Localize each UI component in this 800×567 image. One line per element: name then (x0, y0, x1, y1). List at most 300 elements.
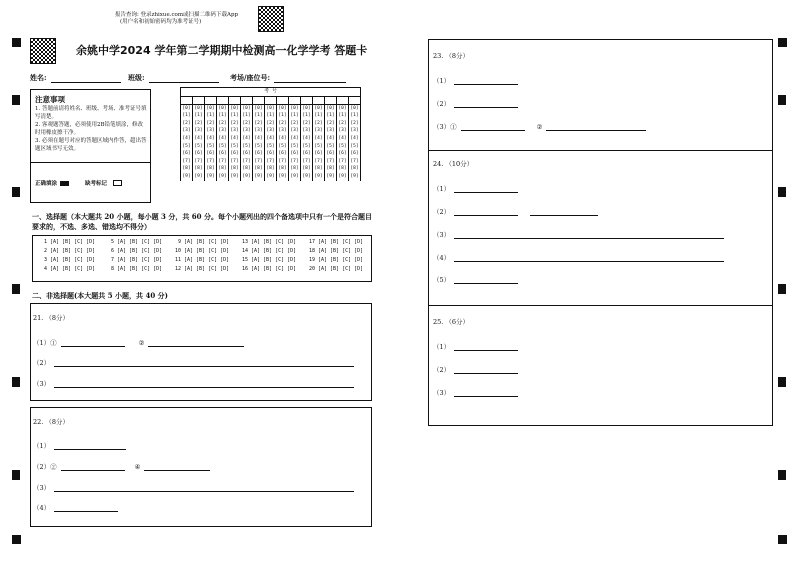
exam-number-bubble[interactable]: [8] (230, 166, 239, 172)
exam-number-bubble[interactable]: [2] (206, 120, 215, 126)
q22-blank-3-label: （3） (33, 484, 51, 492)
choice-question-number: 10 (174, 248, 181, 254)
exam-number-bubble[interactable]: [3] (230, 128, 239, 134)
choice-options[interactable]: [A] [B] [C] [D] (251, 257, 297, 263)
q22-blank-2b-label: ④ (134, 463, 141, 471)
exam-number-bubble[interactable]: [9] (182, 173, 191, 179)
q25-blank-2-label: （2） (433, 366, 451, 374)
exam-number-bubble[interactable]: [7] (350, 158, 359, 164)
exam-number-write-cell[interactable] (325, 96, 337, 104)
q25-blank-2[interactable] (433, 362, 518, 374)
choice-question-row[interactable] (38, 256, 105, 265)
choice-question-row[interactable] (172, 238, 239, 247)
exam-number-bubble[interactable]: [2] (254, 120, 263, 126)
choice-options[interactable]: [A] [B] [C] [D] (251, 239, 297, 245)
exam-number-write-cell[interactable] (253, 96, 265, 104)
exam-number-bubble[interactable]: [6] (194, 151, 203, 157)
choice-question-row[interactable] (239, 256, 306, 265)
exam-number-bubble[interactable]: [5] (230, 143, 239, 149)
exam-number-write-cell[interactable] (337, 96, 349, 104)
choice-options[interactable]: [A] [B] [C] [D] (50, 266, 96, 272)
exam-number-bubble[interactable]: [0] (182, 105, 191, 111)
exam-number-bubble[interactable]: [2] (218, 120, 227, 126)
choice-question-number: 12 (174, 266, 181, 272)
q22-title: 22. （8分） (33, 418, 70, 426)
q22-blank-3[interactable] (33, 480, 354, 492)
exam-number-write-cell[interactable] (265, 96, 277, 104)
exam-number-bubble[interactable]: [4] (254, 135, 263, 141)
exam-number-bubble[interactable]: [2] (314, 120, 323, 126)
exam-number-bubble[interactable]: [4] (350, 135, 359, 141)
q22-blank-4[interactable] (33, 500, 118, 512)
q22-blank-2-label: （2）② (33, 463, 57, 471)
choice-question-row[interactable] (172, 256, 239, 265)
choice-question-row[interactable] (38, 238, 105, 247)
exam-number-bubble[interactable]: [9] (230, 173, 239, 179)
q23-blank-3-label: （3）① (433, 123, 457, 131)
choice-question-number: 6 (110, 248, 114, 254)
exam-number-bubble[interactable]: [9] (218, 173, 227, 179)
q23-blank-1-label: （1） (433, 77, 451, 85)
timing-mark (12, 535, 21, 544)
q22-blank-2[interactable] (33, 459, 210, 471)
exam-number-bubble[interactable]: [3] (338, 128, 347, 134)
exam-number-bubble[interactable]: [7] (278, 158, 287, 164)
q21-blank-3[interactable] (33, 376, 354, 388)
exam-number-bubble[interactable]: [4] (290, 135, 299, 141)
exam-number-bubble[interactable]: [5] (278, 143, 287, 149)
exam-number-bubble[interactable]: [0] (314, 105, 323, 111)
choice-question-row[interactable] (105, 247, 172, 256)
choice-question-row[interactable] (306, 256, 373, 265)
exam-number-bubble[interactable]: [7] (266, 158, 275, 164)
q21-blank-1[interactable] (33, 335, 244, 347)
exam-number-bubble[interactable]: [0] (254, 105, 263, 111)
exam-number-write-cell[interactable] (193, 96, 205, 104)
exam-number-write-cell[interactable] (241, 96, 253, 104)
exam-number-bubble[interactable]: [4] (194, 135, 203, 141)
q21-answer-box (30, 303, 372, 401)
exam-number-bubble[interactable]: [3] (218, 128, 227, 134)
name-field[interactable] (30, 73, 121, 83)
exam-number-bubble[interactable]: [3] (278, 128, 287, 134)
exam-number-bubble[interactable]: [4] (302, 135, 311, 141)
exam-number-bubble[interactable]: [5] (290, 143, 299, 149)
exam-number-bubble[interactable]: [7] (314, 158, 323, 164)
exam-number-bubble[interactable]: [1] (206, 113, 215, 119)
absent-mark-label: 缺考标记 (85, 181, 108, 187)
exam-number-bubble[interactable]: [4] (266, 135, 275, 141)
exam-number-bubble[interactable]: [4] (218, 135, 227, 141)
choice-options[interactable]: [A] [B] [C] [D] (50, 257, 96, 263)
q21-title: 21. （8分） (33, 314, 70, 322)
name-label: 姓名: (30, 73, 47, 82)
q25-title: 25. （6分） (433, 318, 470, 326)
q22-blank-1[interactable] (33, 438, 126, 450)
choice-question-row[interactable] (306, 247, 373, 256)
exam-number-bubble[interactable]: [9] (242, 173, 251, 179)
exam-number-bubble[interactable]: [9] (338, 173, 347, 179)
exam-number-bubble[interactable]: [5] (254, 143, 263, 149)
exam-number-bubble[interactable]: [3] (194, 128, 203, 134)
exam-number-bubble[interactable]: [5] (182, 143, 191, 149)
exam-number-bubble[interactable]: [7] (302, 158, 311, 164)
choice-question-number: 3 (43, 257, 47, 263)
choice-options[interactable]: [A] [B] [C] [D] (50, 239, 96, 245)
exam-number-bubble[interactable]: [1] (218, 113, 227, 119)
exam-number-bubble[interactable]: [1] (194, 113, 203, 119)
exam-number-bubble[interactable]: [1] (230, 113, 239, 119)
choice-options[interactable]: [A] [B] [C] [D] (117, 266, 163, 272)
exam-number-grid[interactable] (180, 87, 361, 181)
class-field[interactable] (128, 73, 219, 83)
q24-blank-4-label: （4） (433, 254, 451, 262)
exam-number-bubble[interactable]: [9] (254, 173, 263, 179)
sheet-qr-code (30, 38, 56, 64)
exam-number-bubble[interactable]: [1] (290, 113, 299, 119)
exam-number-bubble[interactable]: [2] (278, 120, 287, 126)
exam-number-bubble[interactable]: [8] (182, 166, 191, 172)
choice-question-number: 8 (110, 266, 114, 272)
q24-blank-5-label: （5） (433, 276, 451, 284)
q25-blank-1-label: （1） (433, 343, 451, 351)
exam-number-bubble[interactable]: [6] (182, 151, 191, 157)
exam-number-bubble[interactable]: [2] (230, 120, 239, 126)
exam-number-bubble[interactable]: [9] (326, 173, 335, 179)
timing-mark (778, 284, 786, 294)
q21-blank-2[interactable] (33, 355, 354, 367)
notice-item: 2. 客观题答题，必须使用2B铅笔填涂，修改时用橡皮擦干净。 (35, 122, 144, 136)
q23-title: 23. （8分） (433, 52, 470, 60)
exam-number-bubble[interactable]: [5] (266, 143, 275, 149)
exam-number-bubble[interactable]: [9] (314, 173, 323, 179)
q21-blank-1-label: （1）① (33, 339, 57, 347)
choice-question-number: 18 (308, 248, 315, 254)
choice-options[interactable]: [A] [B] [C] [D] (117, 248, 163, 254)
q24-blank-1[interactable] (433, 181, 518, 193)
choice-column (306, 238, 373, 274)
exam-number-bubble[interactable]: [6] (350, 151, 359, 157)
exam-number-bubble[interactable]: [7] (242, 158, 251, 164)
exam-number-bubble[interactable]: [8] (266, 166, 275, 172)
choice-options[interactable]: [A] [B] [C] [D] (184, 257, 230, 263)
exam-number-bubble[interactable]: [8] (218, 166, 227, 172)
q22-blank-1-label: （1） (33, 442, 51, 450)
q25-blank-3-label: （3） (433, 389, 451, 397)
exam-number-bubble[interactable]: [8] (242, 166, 251, 172)
exam-number-bubble[interactable]: [1] (182, 113, 191, 119)
exam-number-bubble[interactable]: [8] (278, 166, 287, 172)
choice-column (38, 238, 105, 274)
exam-number-bubble[interactable]: [6] (242, 151, 251, 157)
exam-number-bubble[interactable]: [0] (302, 105, 311, 111)
choice-question-number: 11 (174, 257, 181, 263)
exam-number-bubble[interactable]: [1] (242, 113, 251, 119)
exam-number-bubble[interactable]: [6] (290, 151, 299, 157)
exam-number-bubble[interactable]: [0] (230, 105, 239, 111)
choice-question-number: 19 (308, 257, 315, 263)
timing-mark (12, 38, 21, 47)
choice-column (105, 238, 172, 274)
exam-number-bubble[interactable]: [1] (254, 113, 263, 119)
exam-number-bubble[interactable]: [5] (302, 143, 311, 149)
exam-number-bubble[interactable]: [2] (350, 120, 359, 126)
exam-number-bubble[interactable]: [7] (206, 158, 215, 164)
choice-options[interactable]: [A] [B] [C] [D] (184, 239, 230, 245)
exam-number-bubble[interactable]: [4] (230, 135, 239, 141)
exam-number-bubble[interactable]: [0] (278, 105, 287, 111)
correct-fill-sample (60, 181, 69, 186)
exam-number-bubble[interactable]: [3] (302, 128, 311, 134)
app-qr-code (258, 6, 284, 32)
exam-number-bubble[interactable]: [2] (302, 120, 311, 126)
q23-blank-3b-label: ② (536, 123, 543, 131)
exam-number-bubble[interactable]: [4] (242, 135, 251, 141)
choice-question-number: 17 (308, 239, 315, 245)
choice-question-row[interactable] (239, 238, 306, 247)
exam-number-bubble[interactable]: [6] (302, 151, 311, 157)
exam-number-bubble[interactable]: [3] (266, 128, 275, 134)
report-query-note: 报告查询: 登录zhixue.com或扫描二维码下载App (115, 12, 239, 18)
exam-number-bubble[interactable]: [5] (314, 143, 323, 149)
exam-number-bubble[interactable]: [5] (242, 143, 251, 149)
exam-number-bubble[interactable]: [1] (302, 113, 311, 119)
exam-number-bubble[interactable]: [2] (182, 120, 191, 126)
exam-number-write-cell[interactable] (301, 96, 313, 104)
exam-number-bubble[interactable]: [7] (218, 158, 227, 164)
choice-question-row[interactable] (172, 247, 239, 256)
exam-number-bubble[interactable]: [3] (242, 128, 251, 134)
exam-number-bubble[interactable]: [0] (242, 105, 251, 111)
q24-blank-4[interactable] (433, 250, 724, 262)
section1-title: 一、选择题（本大题共 20 小题，每小题 3 分，共 60 分。每个小题列出的四个备选项中只有一个是符合题目要求的，不选、多选、错选均不得分） (32, 212, 372, 231)
exam-number-bubble[interactable]: [8] (338, 166, 347, 172)
exam-number-bubble[interactable]: [1] (266, 113, 275, 119)
choice-question-row[interactable] (105, 238, 172, 247)
choice-question-number: 20 (308, 266, 315, 272)
right-answer-column (428, 39, 773, 426)
exam-number-bubble[interactable]: [8] (254, 166, 263, 172)
exam-number-bubble[interactable]: [6] (266, 151, 275, 157)
choice-question-row[interactable] (172, 265, 239, 274)
exam-number-bubble[interactable]: [0] (218, 105, 227, 111)
exam-number-bubble[interactable]: [2] (290, 120, 299, 126)
exam-number-bubble[interactable]: [5] (326, 143, 335, 149)
choice-question-row[interactable] (306, 265, 373, 274)
choice-question-number: 7 (110, 257, 114, 263)
exam-number-bubble[interactable]: [5] (194, 143, 203, 149)
notice-title: 注意事项 (35, 95, 65, 104)
q24-blank-2-label: （2） (433, 208, 451, 216)
exam-number-bubble[interactable]: [4] (314, 135, 323, 141)
choice-question-row[interactable] (105, 265, 172, 274)
exam-number-bubble[interactable]: [9] (302, 173, 311, 179)
exam-number-bubble[interactable]: [6] (230, 151, 239, 157)
exam-number-bubble[interactable]: [8] (302, 166, 311, 172)
exam-number-write-cell[interactable] (181, 96, 193, 104)
q25-blank-3[interactable] (433, 385, 518, 397)
exam-number-bubble[interactable]: [0] (326, 105, 335, 111)
exam-number-bubble[interactable]: [5] (206, 143, 215, 149)
timing-mark (778, 187, 786, 197)
exam-number-bubble[interactable]: [0] (206, 105, 215, 111)
exam-number-bubble[interactable]: [3] (350, 128, 359, 134)
exam-number-bubble[interactable]: [6] (254, 151, 263, 157)
seat-label: 考场/座位号: (230, 73, 271, 82)
q23-blank-1[interactable] (433, 73, 518, 85)
timing-mark (12, 470, 20, 480)
choice-question-number: 15 (241, 257, 248, 263)
absent-mark-checkbox[interactable] (113, 180, 122, 186)
q21-blank-2-label: （2） (33, 359, 51, 367)
exam-number-bubble[interactable]: [8] (194, 166, 203, 172)
exam-number-bubble[interactable]: [3] (182, 128, 191, 134)
q23-blank-3[interactable] (433, 119, 646, 131)
timing-mark (778, 95, 786, 105)
exam-number-bubble[interactable]: [3] (326, 128, 335, 134)
choice-question-row[interactable] (239, 247, 306, 256)
timing-mark (778, 377, 786, 387)
exam-number-bubble[interactable]: [3] (290, 128, 299, 134)
exam-number-bubble[interactable]: [6] (338, 151, 347, 157)
exam-number-bubble[interactable]: [3] (254, 128, 263, 134)
q24-blank-3-label: （3） (433, 231, 451, 239)
exam-number-bubble[interactable]: [4] (326, 135, 335, 141)
exam-number-bubble[interactable]: [9] (290, 173, 299, 179)
choice-question-row[interactable] (38, 247, 105, 256)
q24-blank-5[interactable] (433, 272, 518, 284)
exam-number-bubble[interactable]: [4] (182, 135, 191, 141)
exam-number-bubble[interactable]: [1] (326, 113, 335, 119)
exam-number-bubble[interactable]: [7] (254, 158, 263, 164)
timing-mark (12, 284, 20, 294)
q24-blank-2[interactable] (433, 204, 598, 216)
exam-number-write-cell[interactable] (229, 96, 241, 104)
exam-number-write-cell[interactable] (277, 96, 289, 104)
exam-number-bubble[interactable]: [1] (350, 113, 359, 119)
exam-number-bubble[interactable]: [9] (278, 173, 287, 179)
exam-number-bubble[interactable]: [7] (326, 158, 335, 164)
exam-number-write-cell[interactable] (205, 96, 217, 104)
exam-number-bubble[interactable]: [4] (206, 135, 215, 141)
exam-number-write-cell[interactable] (349, 96, 361, 104)
timing-mark (12, 95, 20, 105)
report-query-subnote: (用户名和初始密码均为准考证号) (120, 19, 202, 25)
exam-number-bubble[interactable]: [6] (314, 151, 323, 157)
exam-number-write-cell[interactable] (217, 96, 229, 104)
exam-number-bubble[interactable]: [9] (194, 173, 203, 179)
notice-item: 1. 答题前请将姓名、班级、考场、准考证号填写清楚。 (35, 106, 147, 120)
exam-number-bubble[interactable]: [2] (242, 120, 251, 126)
exam-number-bubble[interactable]: [6] (326, 151, 335, 157)
choice-question-row[interactable] (306, 238, 373, 247)
exam-number-bubble[interactable]: [1] (278, 113, 287, 119)
exam-number-bubble[interactable]: [1] (338, 113, 347, 119)
exam-number-bubble[interactable]: [9] (206, 173, 215, 179)
exam-number-bubble[interactable]: [9] (350, 173, 359, 179)
choice-options[interactable]: [A] [B] [C] [D] (117, 257, 163, 263)
exam-number-bubble[interactable]: [5] (218, 143, 227, 149)
choice-question-number: 4 (43, 266, 47, 272)
exam-number-bubble[interactable]: [3] (206, 128, 215, 134)
exam-number-bubble[interactable]: [6] (206, 151, 215, 157)
choice-question-number: 9 (177, 239, 181, 245)
exam-number-write-cell[interactable] (289, 96, 301, 104)
exam-number-bubble[interactable]: [0] (338, 105, 347, 111)
exam-number-bubble[interactable]: [2] (194, 120, 203, 126)
exam-number-bubble[interactable]: [7] (338, 158, 347, 164)
exam-number-bubble[interactable]: [8] (350, 166, 359, 172)
exam-number-bubble[interactable]: [6] (278, 151, 287, 157)
choice-question-number: 13 (241, 239, 248, 245)
exam-number-bubble[interactable]: [8] (206, 166, 215, 172)
choice-column (239, 238, 306, 274)
exam-number-bubble[interactable]: [0] (266, 105, 275, 111)
exam-number-bubble[interactable]: [6] (218, 151, 227, 157)
q22-blank-4-label: （4） (33, 504, 51, 512)
exam-number-bubble[interactable]: [8] (314, 166, 323, 172)
exam-number-bubble[interactable]: [2] (266, 120, 275, 126)
q25-blank-1[interactable] (433, 339, 518, 351)
choice-options[interactable]: [A] [B] [C] [D] (184, 266, 230, 272)
choice-question-number: 2 (43, 248, 47, 254)
exam-number-bubble[interactable]: [5] (350, 143, 359, 149)
choice-options[interactable]: [A] [B] [C] [D] (50, 248, 96, 254)
choice-options[interactable]: [A] [B] [C] [D] (251, 266, 297, 272)
exam-number-bubble[interactable]: [1] (314, 113, 323, 119)
choice-options[interactable]: [A] [B] [C] [D] (318, 266, 364, 272)
exam-number-bubble[interactable]: [8] (326, 166, 335, 172)
exam-number-bubble[interactable]: [3] (314, 128, 323, 134)
exam-number-bubble[interactable]: [2] (326, 120, 335, 126)
exam-number-bubble[interactable]: [4] (278, 135, 287, 141)
exam-number-bubble[interactable]: [7] (230, 158, 239, 164)
exam-number-bubble[interactable]: [9] (266, 173, 275, 179)
exam-number-bubble[interactable]: [4] (338, 135, 347, 141)
choice-options[interactable]: [A] [B] [C] [D] (318, 239, 364, 245)
exam-number-bubble[interactable]: [0] (350, 105, 359, 111)
choice-question-number: 14 (241, 248, 248, 254)
timing-mark (778, 470, 786, 480)
choice-question-row[interactable] (105, 256, 172, 265)
q21-blank-3-label: （3） (33, 380, 51, 388)
choice-question-row[interactable] (239, 265, 306, 274)
exam-number-bubble[interactable]: [8] (290, 166, 299, 172)
exam-number-bubble[interactable]: [0] (290, 105, 299, 111)
choice-question-number: 16 (241, 266, 248, 272)
exam-number-bubble[interactable]: [7] (290, 158, 299, 164)
choice-options[interactable]: [A] [B] [C] [D] (184, 248, 230, 254)
choice-question-row[interactable] (38, 265, 105, 274)
choice-options[interactable]: [A] [B] [C] [D] (251, 248, 297, 254)
q23-blank-2-label: （2） (433, 100, 451, 108)
choice-options[interactable]: [A] [B] [C] [D] (318, 248, 364, 254)
seat-field[interactable] (230, 73, 346, 83)
exam-number-write-cell[interactable] (313, 96, 325, 104)
exam-number-bubble[interactable]: [2] (338, 120, 347, 126)
exam-number-bubble[interactable]: [0] (194, 105, 203, 111)
exam-number-bubble[interactable]: [5] (338, 143, 347, 149)
timing-mark (778, 535, 787, 544)
exam-number-bubble[interactable]: [7] (194, 158, 203, 164)
timing-mark (12, 187, 20, 197)
choice-options[interactable]: [A] [B] [C] [D] (117, 239, 163, 245)
exam-number-bubble[interactable]: [7] (182, 158, 191, 164)
q22-answer-box (30, 407, 372, 527)
choice-options[interactable]: [A] [B] [C] [D] (318, 257, 364, 263)
q24-blank-3[interactable] (433, 227, 724, 239)
q23-blank-2[interactable] (433, 96, 518, 108)
